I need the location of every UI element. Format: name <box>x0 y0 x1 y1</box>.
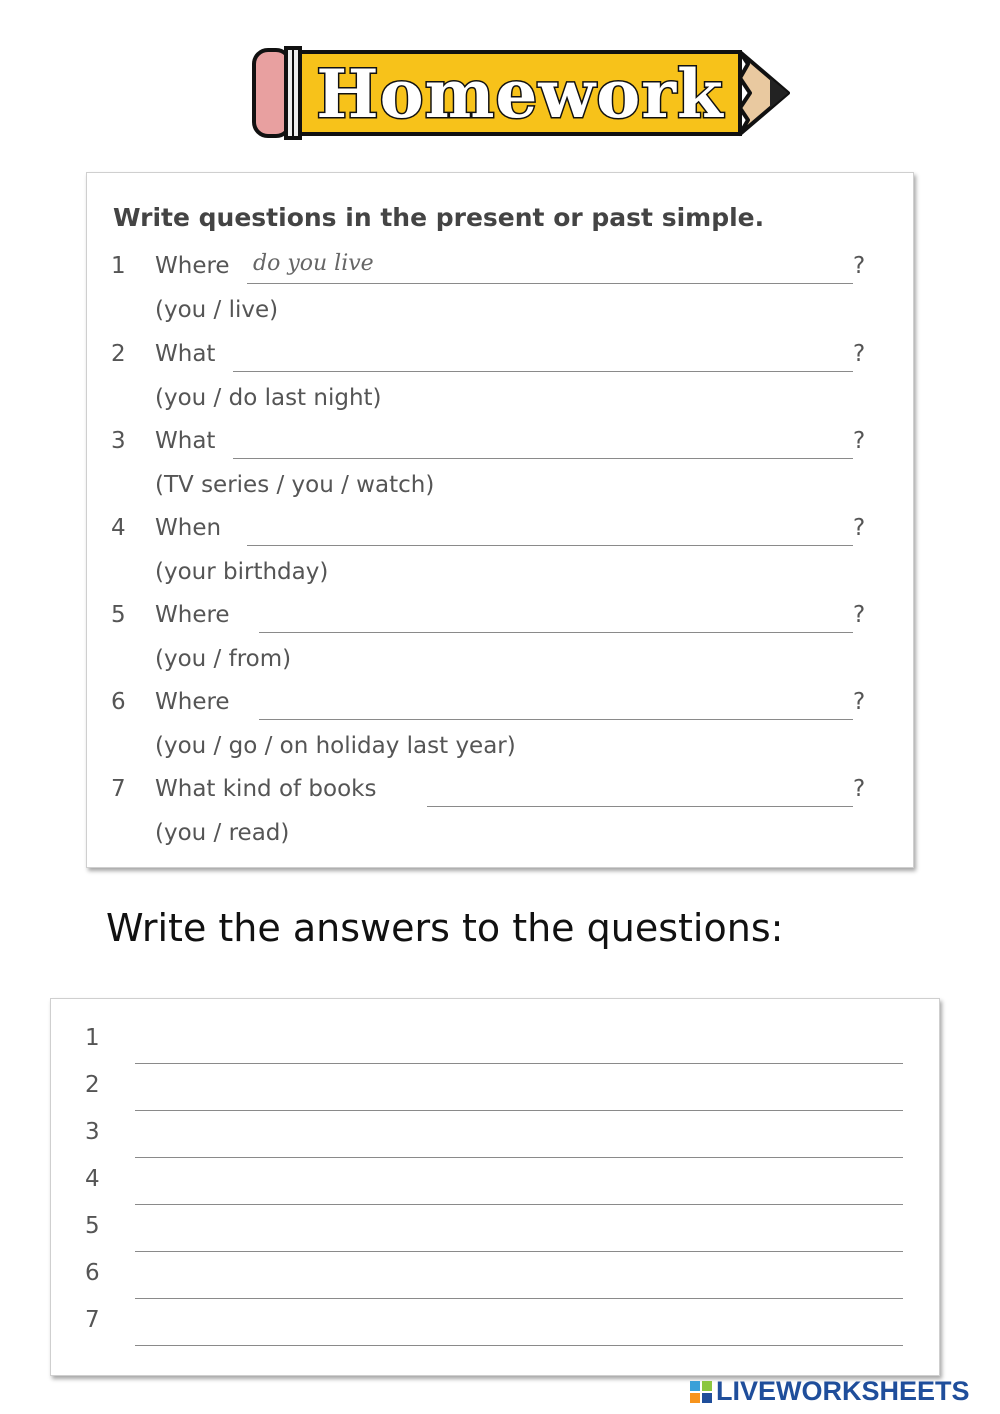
question-row <box>87 602 913 642</box>
answer-row <box>51 1307 939 1353</box>
liveworksheets-logo <box>690 1376 970 1407</box>
question-number: 1 <box>111 253 126 279</box>
question-row <box>87 428 913 468</box>
question-hint: (your birthday) <box>155 559 329 585</box>
question-hint: (you / do last night) <box>155 385 382 411</box>
answer-line[interactable] <box>135 1157 903 1158</box>
answer-number: 4 <box>85 1166 100 1192</box>
question-stem: What <box>155 428 216 454</box>
question-mark: ? <box>853 776 866 802</box>
question-hint: (you / live) <box>155 297 279 323</box>
questions-instruction: Write questions in the present or past simple. <box>113 203 765 232</box>
answer-line[interactable] <box>135 1110 903 1111</box>
answer-line[interactable] <box>135 1298 903 1299</box>
question-number: 4 <box>111 515 126 541</box>
answer-blank[interactable] <box>247 545 853 546</box>
answer-row <box>51 1260 939 1306</box>
answer-number: 2 <box>85 1072 100 1098</box>
answer-line[interactable] <box>135 1204 903 1205</box>
question-mark: ? <box>853 341 866 367</box>
question-hint: (you / go / on holiday last year) <box>155 733 516 759</box>
answer-number: 7 <box>85 1307 100 1333</box>
answer-row <box>51 1072 939 1118</box>
answer-row <box>51 1213 939 1259</box>
answer-blank[interactable] <box>259 632 853 633</box>
answer-row <box>51 1166 939 1212</box>
question-row <box>87 341 913 381</box>
answers-instruction: Write the answers to the questions: <box>106 906 784 950</box>
answer-number: 5 <box>85 1213 100 1239</box>
question-number: 2 <box>111 341 126 367</box>
question-stem: Where <box>155 253 230 279</box>
answer-number: 1 <box>85 1025 100 1051</box>
question-number: 3 <box>111 428 126 454</box>
answer-row <box>51 1025 939 1071</box>
answer-line[interactable] <box>135 1251 903 1252</box>
question-stem: What kind of books <box>155 776 377 802</box>
question-mark: ? <box>853 253 866 279</box>
question-row <box>87 515 913 555</box>
question-number: 6 <box>111 689 126 715</box>
answer-number: 6 <box>85 1260 100 1286</box>
liveworksheets-logo-icon <box>690 1381 712 1403</box>
question-mark: ? <box>853 689 866 715</box>
question-stem: Where <box>155 689 230 715</box>
answer-blank[interactable] <box>233 371 853 372</box>
question-stem: Where <box>155 602 230 628</box>
question-hint: (you / from) <box>155 646 292 672</box>
question-hint: (you / read) <box>155 820 290 846</box>
answer-blank[interactable] <box>259 719 853 720</box>
question-mark: ? <box>853 428 866 454</box>
banner-title: Homework <box>316 55 724 133</box>
liveworksheets-logo-text: LIVEWORKSHEETS <box>716 1376 970 1406</box>
answer-line[interactable] <box>135 1063 903 1064</box>
answer-blank[interactable] <box>427 806 853 807</box>
example-answer: do you live <box>253 251 374 276</box>
question-stem: When <box>155 515 222 541</box>
answer-blank[interactable] <box>233 458 853 459</box>
answer-row <box>51 1119 939 1165</box>
question-row <box>87 776 913 816</box>
question-mark: ? <box>853 602 866 628</box>
question-row <box>87 253 913 293</box>
answers-card <box>50 998 940 1376</box>
answer-blank[interactable] <box>247 283 853 284</box>
answer-number: 3 <box>85 1119 100 1145</box>
question-mark: ? <box>853 515 866 541</box>
questions-card <box>86 172 914 868</box>
question-stem: What <box>155 341 216 367</box>
question-row <box>87 689 913 729</box>
answer-line[interactable] <box>135 1345 903 1346</box>
question-number: 5 <box>111 602 126 628</box>
question-number: 7 <box>111 776 126 802</box>
question-hint: (TV series / you / watch) <box>155 472 435 498</box>
